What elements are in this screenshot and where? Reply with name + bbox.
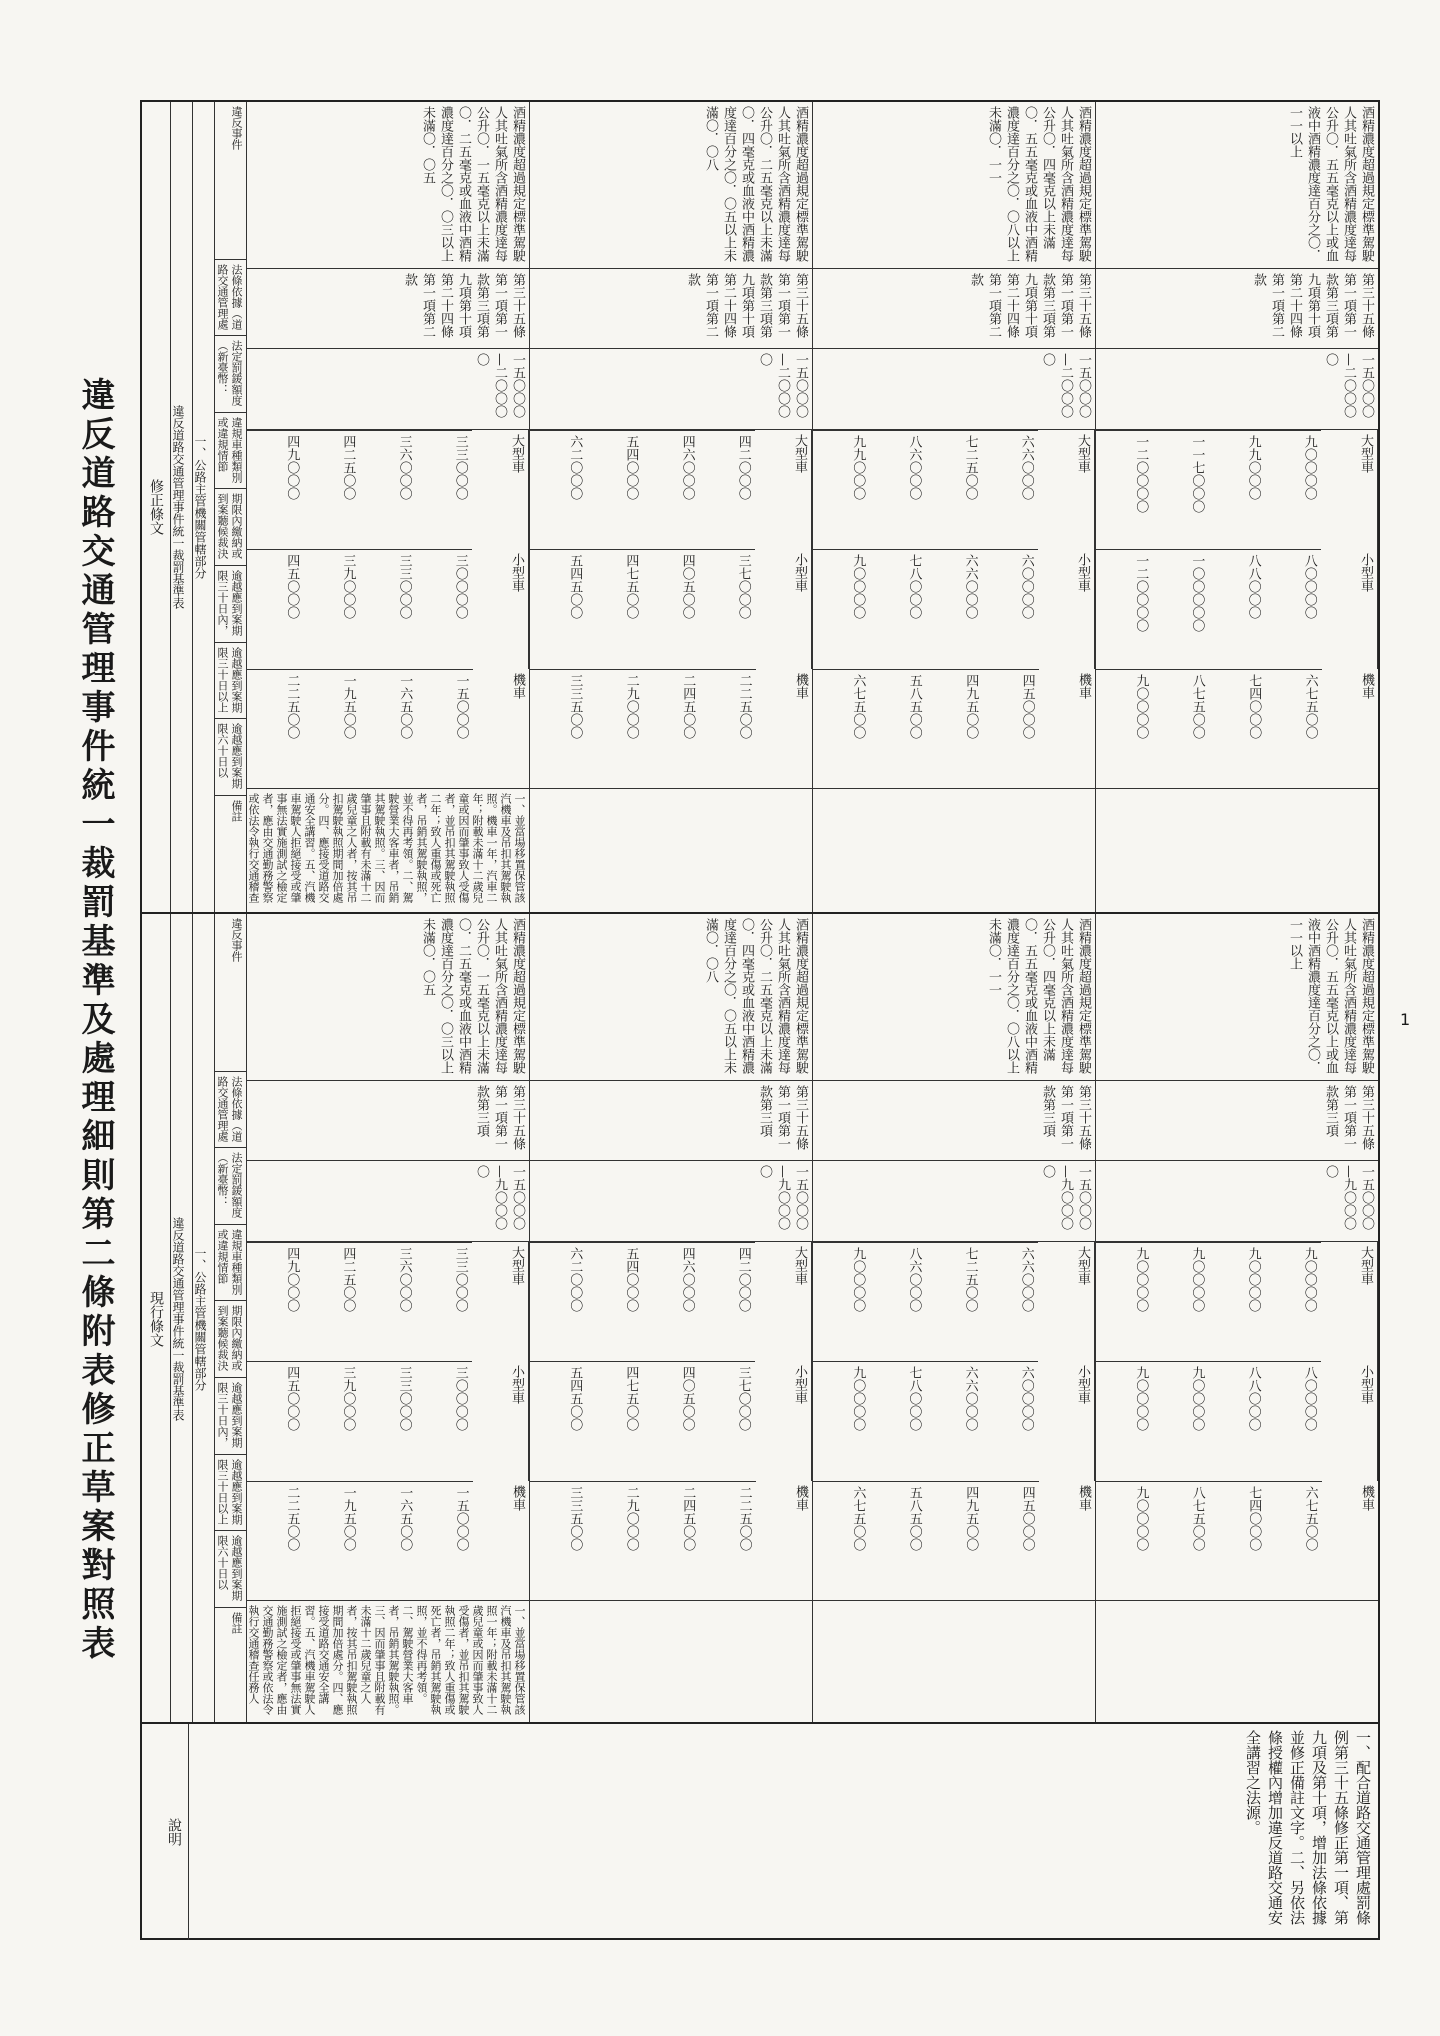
section-header: 修正條文 bbox=[148, 479, 164, 535]
fine-amount: 四二〇〇〇 bbox=[699, 430, 755, 549]
vehicle-row bbox=[530, 1481, 812, 1600]
fine-grid bbox=[1096, 1241, 1378, 1600]
vehicle-type: 大型車 bbox=[1358, 1246, 1373, 1286]
remarks-empty bbox=[1096, 788, 1378, 912]
section-label: 一、公路主管機關管轄部分 bbox=[192, 914, 214, 1724]
fine-amount: 一五〇〇〇 bbox=[416, 669, 472, 788]
fine-amount: 九九〇〇〇 bbox=[1208, 430, 1264, 549]
fine-amount: 二九〇〇〇 bbox=[586, 669, 642, 788]
vehicle-row bbox=[247, 549, 529, 668]
fine-amount: 一二〇〇〇〇 bbox=[1096, 430, 1152, 549]
fine-amount: 一九五〇〇 bbox=[303, 669, 359, 788]
fine-amount: 六七五〇〇 bbox=[813, 669, 869, 788]
fine-amount: 四六〇〇〇 bbox=[642, 430, 698, 549]
violation-block bbox=[1095, 914, 1378, 1724]
vehicle-type: 小型車 bbox=[1075, 553, 1090, 593]
column-header-rule-4: 逾越應到案期限六十日以 bbox=[215, 1530, 246, 1607]
fine-amount: 一六五〇〇 bbox=[360, 669, 416, 788]
table-name: 違反道路交通管理事件統一裁罰基準表 bbox=[170, 102, 192, 912]
column-header-col-violation: 違反事件 bbox=[230, 106, 243, 150]
violation-block bbox=[812, 914, 1095, 1724]
section-header: 現行條文 bbox=[148, 1291, 164, 1347]
fine-amount: 九〇〇〇〇 bbox=[1152, 1242, 1208, 1361]
fine-amount: 五四五〇〇 bbox=[530, 1361, 586, 1480]
fine-amount: 九九〇〇〇 bbox=[813, 430, 869, 549]
fine-amount: 九〇〇〇〇 bbox=[1096, 1242, 1152, 1361]
fine-amount: 七八〇〇〇 bbox=[869, 1361, 925, 1480]
vehicle-type: 機車 bbox=[1359, 672, 1374, 699]
column-header-col-remarks: 備註 bbox=[215, 795, 246, 912]
fine-grid bbox=[247, 429, 529, 788]
remarks-text: 一、並當場移置保管該汽機車及吊扣其駕駛執照一年；附載未滿十二歲兒童或因而肇事致人受傷者，並吊扣其駕駛執照二年；致人重傷或死亡者，吊銷其駕駛執照，並不得再考領。二、駕駛營業大客車者，吊銷其駕駛執照。三、因而肇事且附載有未滿十二歲兒童之人者，按其吊扣駕駛執照期間加倍處分。四、應接受道路交通安全講習。五、汽機車駕駛人拒絕接受或肇事無法實施測試之檢定者，應由交通勤務警察或依法令執行交通稽查任務人 bbox=[247, 1600, 529, 1724]
vehicle-type: 機車 bbox=[1359, 1484, 1374, 1511]
violation-block bbox=[529, 102, 812, 912]
vehicle-row bbox=[247, 1481, 529, 1600]
law-basis: 第三十五條第一項第一款第三項 bbox=[247, 1080, 529, 1161]
fine-amount: 七四〇〇〇 bbox=[1209, 669, 1265, 788]
fine-amount: 五八五〇〇 bbox=[869, 1481, 925, 1600]
vehicle-type: 機車 bbox=[510, 1484, 525, 1511]
fine-amount: 六二〇〇〇 bbox=[530, 430, 586, 549]
column-header-col-law: 法條依據（道路交通管理處 bbox=[215, 1071, 246, 1148]
fine-amount: 九〇〇〇〇 bbox=[1096, 1481, 1152, 1600]
violation-text: 酒精濃度超過規定標準駕駛人其吐氣所含酒精濃度達每公升〇．四毫克以上未滿〇．五五毫克或血液中酒精濃度達百分之〇．〇八以上未滿〇．一一 bbox=[986, 106, 1091, 262]
remarks-empty bbox=[813, 1600, 1095, 1724]
vehicle-row bbox=[247, 1242, 529, 1361]
fine-amount: 四〇五〇〇 bbox=[642, 549, 698, 668]
column-header-col-violation: 違反事件 bbox=[230, 918, 243, 962]
vehicle-type: 大型車 bbox=[1075, 1246, 1090, 1286]
fine-amount: 二九〇〇〇 bbox=[586, 1481, 642, 1600]
vehicle-type: 大型車 bbox=[509, 1246, 524, 1286]
remarks-empty bbox=[530, 788, 812, 912]
law-basis: 第三十五條第一項第一款第三項第九項第十項第二十四條第一項第二款 bbox=[530, 268, 812, 349]
fine-amount: 八八〇〇〇 bbox=[1208, 549, 1264, 668]
fine-amount: 六六〇〇〇 bbox=[982, 1242, 1038, 1361]
statutory-fine: 一五〇〇〇—九〇〇〇〇 bbox=[247, 1160, 529, 1241]
vehicle-type: 機車 bbox=[793, 672, 808, 699]
law-basis: 第三十五條第一項第一款第三項第九項第十項第二十四條第一項第二款 bbox=[1096, 268, 1378, 349]
fine-amount: 六七五〇〇 bbox=[1265, 669, 1321, 788]
vehicle-row bbox=[1096, 549, 1378, 668]
fine-amount: 二四五〇〇 bbox=[643, 1481, 699, 1600]
fine-grid bbox=[247, 1241, 529, 1600]
fine-amount: 九〇〇〇〇 bbox=[1096, 669, 1152, 788]
fine-amount: 四五〇〇〇 bbox=[247, 549, 303, 668]
vehicle-row bbox=[1096, 1481, 1378, 1600]
fine-amount: 一一七〇〇〇 bbox=[1152, 430, 1208, 549]
column-header-rule-2: 逾越應到案期限三十日內， bbox=[215, 565, 246, 642]
vehicle-type: 小型車 bbox=[509, 553, 524, 593]
fine-amount: 六六〇〇〇 bbox=[925, 1361, 981, 1480]
fine-amount: 四九五〇〇 bbox=[926, 1481, 982, 1600]
fine-amount: 八〇〇〇〇 bbox=[1265, 1361, 1321, 1480]
vehicle-type: 小型車 bbox=[1358, 1365, 1373, 1405]
fine-amount: 九〇〇〇〇 bbox=[1096, 1361, 1152, 1480]
page-number: 1 bbox=[1400, 1010, 1411, 1029]
fine-amount: 四九〇〇〇 bbox=[247, 430, 303, 549]
fine-amount: 一六五〇〇 bbox=[360, 1481, 416, 1600]
fine-amount: 六七五〇〇 bbox=[1265, 1481, 1321, 1600]
column-header-col-law: 法條依據（道路交通管理處 bbox=[215, 259, 246, 336]
vehicle-type: 小型車 bbox=[1075, 1365, 1090, 1405]
vehicle-type: 小型車 bbox=[792, 553, 807, 593]
fine-amount: 六〇〇〇〇 bbox=[982, 1361, 1038, 1480]
fine-amount: 三三〇〇〇 bbox=[359, 549, 415, 668]
document-title: 違反道路交通管理事件統一裁罰基準及處理細則第二條附表修正草案對照表 bbox=[75, 376, 115, 1664]
fine-amount: 三〇〇〇〇 bbox=[416, 549, 472, 668]
remarks-text: 一、並當場移置保管該汽機車及吊扣其駕駛執照。機車一年，汽車二年；附載未滿十二歲兒童或因而肇事致人受傷者，並吊扣其駕駛執照二年；致人重傷或死亡者，吊銷其駕駛執照，並不得再考領。二、駕駛營業大客車者，吊銷其駕駛執照。三、因而肇事且附載有未滿十二歲兒童之人者，按其吊扣駕駛執照期間加倍處分。四、應接受道路交通安全講習。五、汽機車駕駛人拒絕接受或肇事無法實施測試之檢定者，應由交通勤務警察或依法令執行交通稽查 bbox=[247, 788, 529, 912]
column-headers bbox=[214, 102, 246, 912]
fine-amount: 四二〇〇〇 bbox=[699, 1242, 755, 1361]
column-header-rule-2: 逾越應到案期限三十日內， bbox=[215, 1377, 246, 1454]
violation-text: 酒精濃度超過規定標準駕駛人其吐氣所含酒精濃度達每公升〇．二五毫克以上未滿〇．四毫克或血液中酒精濃度達百分之〇．〇五以上未滿〇．〇八 bbox=[703, 106, 808, 262]
fine-amount: 三三〇〇〇 bbox=[359, 1361, 415, 1480]
vehicle-row bbox=[813, 549, 1095, 668]
fine-amount: 五四〇〇〇 bbox=[586, 1242, 642, 1361]
statutory-fine: 一五〇〇〇—九〇〇〇〇 bbox=[1096, 1160, 1378, 1241]
column-header-rule-4: 逾越應到案期限六十日以 bbox=[215, 718, 246, 795]
fine-amount: 一二〇〇〇〇 bbox=[1096, 549, 1152, 668]
fine-amount: 七二五〇〇 bbox=[925, 1242, 981, 1361]
statutory-fine: 一五〇〇〇—二〇〇〇〇 bbox=[247, 348, 529, 429]
vehicle-row bbox=[530, 430, 812, 549]
fine-grid bbox=[530, 429, 812, 788]
fine-amount: 四五〇〇〇 bbox=[982, 669, 1038, 788]
fine-amount: 七四〇〇〇 bbox=[1209, 1481, 1265, 1600]
violation-block bbox=[812, 102, 1095, 912]
fine-amount: 四五〇〇〇 bbox=[982, 1481, 1038, 1600]
fine-amount: 六七五〇〇 bbox=[813, 1481, 869, 1600]
column-header-col-statutory: 法定罰鍰額度（新臺幣： bbox=[215, 335, 246, 412]
fine-amount: 九〇〇〇〇 bbox=[813, 1242, 869, 1361]
fine-amount: 一〇〇〇〇〇 bbox=[1152, 549, 1208, 668]
fine-amount: 二二五〇〇 bbox=[247, 1481, 303, 1600]
remarks-empty bbox=[813, 788, 1095, 912]
column-header-col-statutory: 法定罰鍰額度（新臺幣： bbox=[215, 1147, 246, 1224]
column-header-col-vehicle: 違規車種類別或違規情節 bbox=[215, 412, 246, 489]
violation-block bbox=[246, 102, 529, 912]
vehicle-row bbox=[813, 1361, 1095, 1480]
fine-amount: 四二五〇〇 bbox=[303, 1242, 359, 1361]
fine-grid bbox=[813, 429, 1095, 788]
fine-grid bbox=[1096, 429, 1378, 788]
violation-text: 酒精濃度超過規定標準駕駛人其吐氣所含酒精濃度達每公升〇．五五毫克以上或血液中酒精濃度達百分之〇．一一以上 bbox=[1287, 918, 1374, 1074]
vehicle-row bbox=[247, 1361, 529, 1480]
fine-amount: 八七五〇〇 bbox=[1152, 1481, 1208, 1600]
fine-amount: 四七五〇〇 bbox=[586, 549, 642, 668]
fine-amount: 九〇〇〇〇 bbox=[1265, 430, 1321, 549]
fine-amount: 五四〇〇〇 bbox=[586, 430, 642, 549]
vehicle-type: 大型車 bbox=[792, 1246, 807, 1286]
fine-amount: 三七〇〇〇 bbox=[699, 1361, 755, 1480]
fine-amount: 九〇〇〇〇 bbox=[813, 549, 869, 668]
fine-amount: 二四五〇〇 bbox=[643, 669, 699, 788]
vehicle-row bbox=[530, 549, 812, 668]
vehicle-row bbox=[1096, 1361, 1378, 1480]
vehicle-type: 機車 bbox=[793, 1484, 808, 1511]
vehicle-type: 小型車 bbox=[792, 1365, 807, 1405]
vehicle-row bbox=[813, 430, 1095, 549]
column-header-col-remarks: 備註 bbox=[215, 1607, 246, 1724]
fine-amount: 四七五〇〇 bbox=[586, 1361, 642, 1480]
vehicle-row bbox=[1096, 669, 1378, 788]
fine-amount: 九〇〇〇〇 bbox=[1265, 1242, 1321, 1361]
violation-block bbox=[529, 914, 812, 1724]
note-header: 說明 bbox=[166, 1818, 182, 1846]
law-basis: 第三十五條第一項第一款第三項 bbox=[813, 1080, 1095, 1161]
fine-amount: 四九五〇〇 bbox=[926, 669, 982, 788]
fine-amount: 六〇〇〇〇 bbox=[982, 549, 1038, 668]
fine-amount: 二二五〇〇 bbox=[247, 669, 303, 788]
fine-amount: 四〇五〇〇 bbox=[642, 1361, 698, 1480]
remarks-empty bbox=[530, 1600, 812, 1724]
vehicle-row bbox=[1096, 430, 1378, 549]
fine-grid bbox=[813, 1241, 1095, 1600]
amended-section bbox=[142, 102, 1378, 912]
table-name: 違反道路交通管理事件統一裁罰基準表 bbox=[170, 914, 192, 1724]
fine-amount: 六二〇〇〇 bbox=[530, 1242, 586, 1361]
vehicle-row bbox=[530, 669, 812, 788]
column-header-rule-3: 逾越應到案期限三十日以上 bbox=[215, 1454, 246, 1531]
vehicle-type: 小型車 bbox=[509, 1365, 524, 1405]
fine-amount: 八七五〇〇 bbox=[1152, 669, 1208, 788]
fine-amount: 四五〇〇〇 bbox=[247, 1361, 303, 1480]
law-basis: 第三十五條第一項第一款第三項 bbox=[1096, 1080, 1378, 1161]
vehicle-type: 機車 bbox=[510, 672, 525, 699]
fine-amount: 二二五〇〇 bbox=[699, 669, 755, 788]
fine-amount: 一五〇〇〇 bbox=[416, 1481, 472, 1600]
vehicle-row bbox=[813, 669, 1095, 788]
column-header-rule-1: 期限內繳納或到案聽候裁決 bbox=[215, 488, 246, 565]
violation-text: 酒精濃度超過規定標準駕駛人其吐氣所含酒精濃度達每公升〇．四毫克以上未滿〇．五五毫克或血液中酒精濃度達百分之〇．〇八以上未滿〇．一一 bbox=[986, 918, 1091, 1074]
violation-block bbox=[246, 914, 529, 1724]
vehicle-row bbox=[813, 1242, 1095, 1361]
statutory-fine: 一五〇〇〇—九〇〇〇〇 bbox=[813, 1160, 1095, 1241]
fine-amount: 一九五〇〇 bbox=[303, 1481, 359, 1600]
statutory-fine: 一五〇〇〇—二〇〇〇〇 bbox=[813, 348, 1095, 429]
fine-amount: 三七〇〇〇 bbox=[699, 549, 755, 668]
fine-amount: 三〇〇〇〇 bbox=[416, 1361, 472, 1480]
law-basis: 第三十五條第一項第一款第三項 bbox=[530, 1080, 812, 1161]
fine-amount: 八八〇〇〇 bbox=[1208, 1361, 1264, 1480]
fine-amount: 三六〇〇〇 bbox=[359, 430, 415, 549]
violation-text: 酒精濃度超過規定標準駕駛人其吐氣所含酒精濃度達每公升〇．一五毫克以上未滿〇．二五毫克或血液中酒精濃度達百分之〇．〇三以上未滿〇．〇五 bbox=[420, 106, 525, 262]
vehicle-type: 大型車 bbox=[1358, 434, 1373, 474]
fine-amount: 九〇〇〇〇 bbox=[1152, 1361, 1208, 1480]
fine-amount: 三九〇〇〇 bbox=[303, 549, 359, 668]
vehicle-type: 大型車 bbox=[792, 434, 807, 474]
violation-block bbox=[1095, 102, 1378, 912]
vehicle-row bbox=[247, 669, 529, 788]
vehicle-type: 機車 bbox=[1076, 1484, 1091, 1511]
fine-amount: 四六〇〇〇 bbox=[642, 1242, 698, 1361]
fine-grid bbox=[530, 1241, 812, 1600]
column-header-rule-3: 逾越應到案期限三十日以上 bbox=[215, 642, 246, 719]
explanation-text: 一、配合道路交通管理處罰條例第三十五條修正第一項、第九項及第十項，增加法條依據並修正備註文字。二、另依法條授權內增加違反道路交通安全講習之法源。 bbox=[188, 1724, 1378, 1940]
fine-amount: 五四五〇〇 bbox=[530, 549, 586, 668]
fine-amount: 二二五〇〇 bbox=[699, 1481, 755, 1600]
vehicle-row bbox=[247, 430, 529, 549]
remarks-empty bbox=[1096, 1600, 1378, 1724]
fine-amount: 三三五〇〇 bbox=[530, 1481, 586, 1600]
fine-amount: 三三五〇〇 bbox=[530, 669, 586, 788]
fine-amount: 七二五〇〇 bbox=[925, 430, 981, 549]
column-header-rule-1: 期限內繳納或到案聽候裁決 bbox=[215, 1300, 246, 1377]
fine-amount: 六六〇〇〇 bbox=[925, 549, 981, 668]
statutory-fine: 一五〇〇〇—二〇〇〇〇 bbox=[530, 348, 812, 429]
vehicle-type: 小型車 bbox=[1358, 553, 1373, 593]
law-basis: 第三十五條第一項第一款第三項第九項第十項第二十四條第一項第二款 bbox=[813, 268, 1095, 349]
comparison-table bbox=[140, 100, 1380, 1940]
fine-amount: 四二五〇〇 bbox=[303, 430, 359, 549]
column-header-col-vehicle: 違規車種類別或違規情節 bbox=[215, 1224, 246, 1301]
fine-amount: 七八〇〇〇 bbox=[869, 549, 925, 668]
fine-amount: 八六〇〇〇 bbox=[869, 430, 925, 549]
statutory-fine: 一五〇〇〇—二〇〇〇〇 bbox=[1096, 348, 1378, 429]
fine-amount: 三三〇〇〇 bbox=[416, 1242, 472, 1361]
vehicle-type: 大型車 bbox=[509, 434, 524, 474]
fine-amount: 八六〇〇〇 bbox=[869, 1242, 925, 1361]
vehicle-row bbox=[530, 1361, 812, 1480]
section-label: 一、公路主管機關管轄部分 bbox=[192, 102, 214, 912]
violation-text: 酒精濃度超過規定標準駕駛人其吐氣所含酒精濃度達每公升〇．一五毫克以上未滿〇．二五毫克或血液中酒精濃度達百分之〇．〇三以上未滿〇．〇五 bbox=[420, 918, 525, 1074]
vehicle-type: 大型車 bbox=[1075, 434, 1090, 474]
fine-amount: 三九〇〇〇 bbox=[303, 1361, 359, 1480]
vehicle-row bbox=[813, 1481, 1095, 1600]
fine-amount: 九〇〇〇〇 bbox=[813, 1361, 869, 1480]
vehicle-type: 機車 bbox=[1076, 672, 1091, 699]
explanation-section bbox=[142, 1722, 1378, 1940]
fine-amount: 九〇〇〇〇 bbox=[1208, 1242, 1264, 1361]
fine-amount: 五八五〇〇 bbox=[869, 669, 925, 788]
current-section bbox=[142, 912, 1378, 1724]
vehicle-row bbox=[530, 1242, 812, 1361]
fine-amount: 八〇〇〇〇 bbox=[1265, 549, 1321, 668]
fine-amount: 六六〇〇〇 bbox=[982, 430, 1038, 549]
vehicle-row bbox=[1096, 1242, 1378, 1361]
violation-text: 酒精濃度超過規定標準駕駛人其吐氣所含酒精濃度達每公升〇．二五毫克以上未滿〇．四毫克或血液中酒精濃度達百分之〇．〇五以上未滿〇．〇八 bbox=[703, 918, 808, 1074]
column-headers bbox=[214, 914, 246, 1724]
law-basis: 第三十五條第一項第一款第三項第九項第十項第二十四條第一項第二款 bbox=[247, 268, 529, 349]
fine-amount: 三六〇〇〇 bbox=[359, 1242, 415, 1361]
violation-text: 酒精濃度超過規定標準駕駛人其吐氣所含酒精濃度達每公升〇．五五毫克以上或血液中酒精濃度達百分之〇．一一以上 bbox=[1287, 106, 1374, 262]
statutory-fine: 一五〇〇〇—九〇〇〇〇 bbox=[530, 1160, 812, 1241]
fine-amount: 四九〇〇〇 bbox=[247, 1242, 303, 1361]
fine-amount: 三三〇〇〇 bbox=[416, 430, 472, 549]
